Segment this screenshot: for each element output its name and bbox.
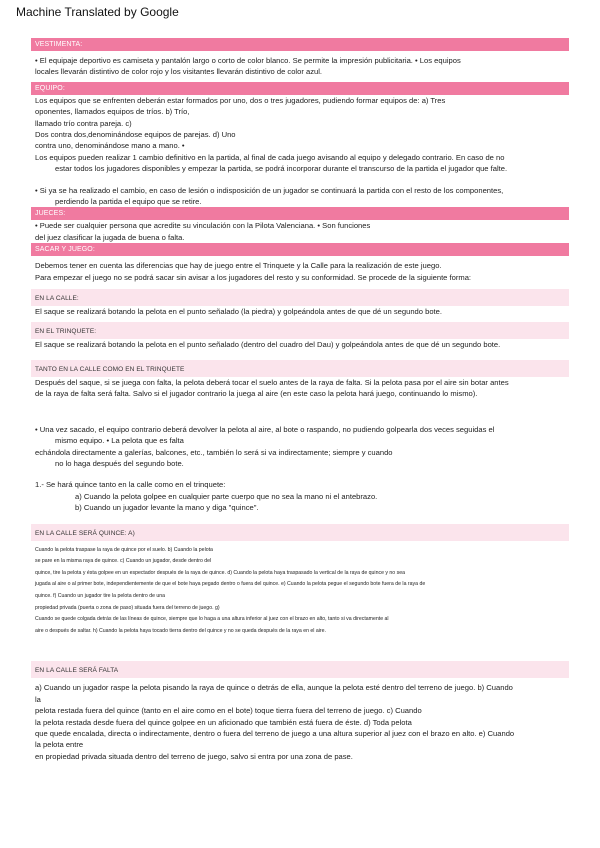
paragraph-line: Debemos tener en cuenta las diferencias que hay de juego entre el Trinquete y la Calle para la realización de este juego. (35, 261, 442, 271)
paragraph-line: la (35, 694, 41, 704)
paragraph-line: • Si ya se ha realizado el cambio, en caso de lesión o indisposición de un jugador se continuará la partida con el resto de los componentes, (35, 185, 504, 195)
paragraph-line: aire o después de saltar. h) Cuando la pelota haya tocado tierra dentro del quince y no se queda después de la raya en el aire. (35, 627, 326, 634)
paragraph-line: del juez clasificar la jugada de buena o falta. (35, 232, 185, 242)
paragraph-line: mismo equipo. • La pelota que es falta (55, 436, 184, 446)
paragraph-line: contra uno, denominándose mano a mano. • (35, 141, 185, 151)
paragraph-line: Cuando la pelota traspase la raya de quince por el suelo. b) Cuando la pelota (35, 546, 213, 553)
paragraph-line: echándola directamente a galerías, balcones, etc., también lo será si va indirectamente; siempre y cuando (35, 447, 393, 457)
section-heading-jueces: JUECES: (31, 207, 569, 220)
paragraph-line: quince, tire la pelota y ésta golpee en un espectador después de la raya de quince. d) Cuando la pelota haya traspasado la vertical de la raya de quince y no sea (35, 569, 405, 576)
paragraph-line: a) Cuando la pelota golpee en cualquier parte cuerpo que no sea la mano ni el antebrazo. (75, 491, 378, 501)
section-heading-trinquete: EN EL TRINQUETE: (31, 322, 569, 339)
paragraph-line: • El equipaje deportivo es camiseta y pantalón largo o corto de color blanco. Se permite la impresión publicitaria. • Los equipos (35, 56, 461, 65)
paragraph-line: pelota restada fuera del quince (tanto en el aire como en el bote) toque tierra fuera del terreno de juego. c) Cuando (35, 706, 422, 716)
paragraph-line: locales llevarán distintivo de color rojo y los visitantes llevarán distintivo de color azul. (35, 67, 323, 77)
section-heading-vestimenta: VESTIMENTA: (31, 38, 569, 51)
paragraph-line: que quede encalada, directa o indirectamente, dentro o fuera del terreno de juego a una altura superior al juez con el brazo en alto. e) Cuando (35, 728, 515, 738)
paragraph-line: perdiendo la partida el equipo que se retire. (55, 197, 202, 207)
section-heading-tanto: TANTO EN LA CALLE COMO EN EL TRINQUETE (31, 360, 569, 377)
paragraph-line: b) Cuando un jugador levante la mano y diga "quince". (75, 503, 259, 513)
paragraph-line: jugada al aire o al primer bote, independientemente de que el bote haya pegado dentro o fuera del quince. e) Cuando la pelota pegue el segundo bote fuera de la raya de (35, 581, 426, 588)
paragraph-line: • Puede ser cualquier persona que acredite su vinculación con la Pilota Valenciana. • Son funciones (35, 221, 371, 231)
section-heading-quince: EN LA CALLE SERÁ QUINCE: A) (31, 524, 569, 541)
paragraph-line: en propiedad privada situada dentro del terreno de juego, salvo si entra por una zona de pase. (35, 751, 353, 761)
paragraph-line: llamado trío contra pareja. c) (35, 118, 132, 128)
paragraph-line: quince. f) Cuando un jugador tire la pelota dentro de una (35, 592, 166, 599)
paragraph-line: • Una vez sacado, el equipo contrario deberá devolver la pelota al aire, al bote o raspando, no pudiendo golpearla dos veces seguidas el (35, 424, 495, 434)
section-heading-equipo: EQUIPO: (31, 82, 569, 95)
paragraph-line: Para empezar el juego no se podrá sacar sin avisar a los jugadores del resto y su conformidad. Se procede de la siguiente forma: (35, 272, 472, 282)
paragraph-line: a) Cuando un jugador raspe la pelota pisando la raya de quince o detrás de ella, aunque la pelota esté dentro del terreno de juego. b) Cuando (35, 683, 513, 693)
section-heading-sacar: SACAR Y JUEGO: (31, 243, 569, 256)
paragraph-line: estar todos los jugadores disponibles y empezar la partida, se podrá incorporar durante el transcurso de la partida el jugador que falte. (55, 164, 508, 174)
paragraph-line: Cuando se quede colgada detrás de las líneas de quince, siempre que lo haga a una altura inferior al juez con el brazo en alto, tanto si va directamente al (35, 616, 389, 623)
paragraph-line: la pelota restada desde fuera del quince golpee en un aficionado que también está fuera de éste. d) Toda pelota (35, 717, 412, 727)
paragraph-line: Después del saque, si se juega con falta, la pelota deberá tocar el suelo antes de la raya de falta. Si la pelota pasa por el aire sin botar antes (35, 377, 509, 387)
section-heading-falta: EN LA CALLE SERÁ FALTA (31, 661, 569, 678)
paragraph-line: Los equipos pueden realizar 1 cambio definitivo en la partida, al final de cada juego avisando al equipo y delegado contrario. En caso de no (35, 152, 505, 162)
paragraph-line: de la raya de falta será falta. Salvo si el jugador contrario la juega al aire (en este caso la pelota hará juego, continuando lo mismo). (35, 389, 478, 399)
paragraph-line: 1.- Se hará quince tanto en la calle como en el trinquete: (35, 480, 226, 490)
section-heading-calle: EN LA CALLE: (31, 289, 569, 306)
paragraph-line: la pelota entre (35, 740, 84, 750)
machine-translated-header: Machine Translated by Google (16, 5, 179, 19)
paragraph-line: oponentes, llamados equipos de tríos. b) Trío, (35, 107, 190, 117)
paragraph-line: Los equipos que se enfrenten deberán estar formados por uno, dos o tres jugadores, pudiendo formar equipos de: a) Tres (35, 95, 446, 105)
paragraph-line: El saque se realizará botando la pelota en el punto señalado (dentro del cuadro del Dau) y golpeándola antes de que dé un segundo bote. (35, 339, 501, 349)
paragraph-line: propiedad privada (puerta o zona de paso) situada fuera del terreno de juego. g) (35, 604, 220, 611)
paragraph-line: se pare en la misma raya de quince. c) Cuando un jugador, desde dentro del (35, 558, 212, 565)
document-page (31, 38, 569, 762)
paragraph-line: Dos contra dos,denominándose equipos de parejas. d) Uno (35, 130, 236, 140)
paragraph-line: El saque se realizará botando la pelota en el punto señalado (la piedra) y golpeándola antes de que dé un segundo bote. (35, 307, 442, 317)
paragraph-line: no lo haga después del segundo bote. (55, 458, 184, 468)
